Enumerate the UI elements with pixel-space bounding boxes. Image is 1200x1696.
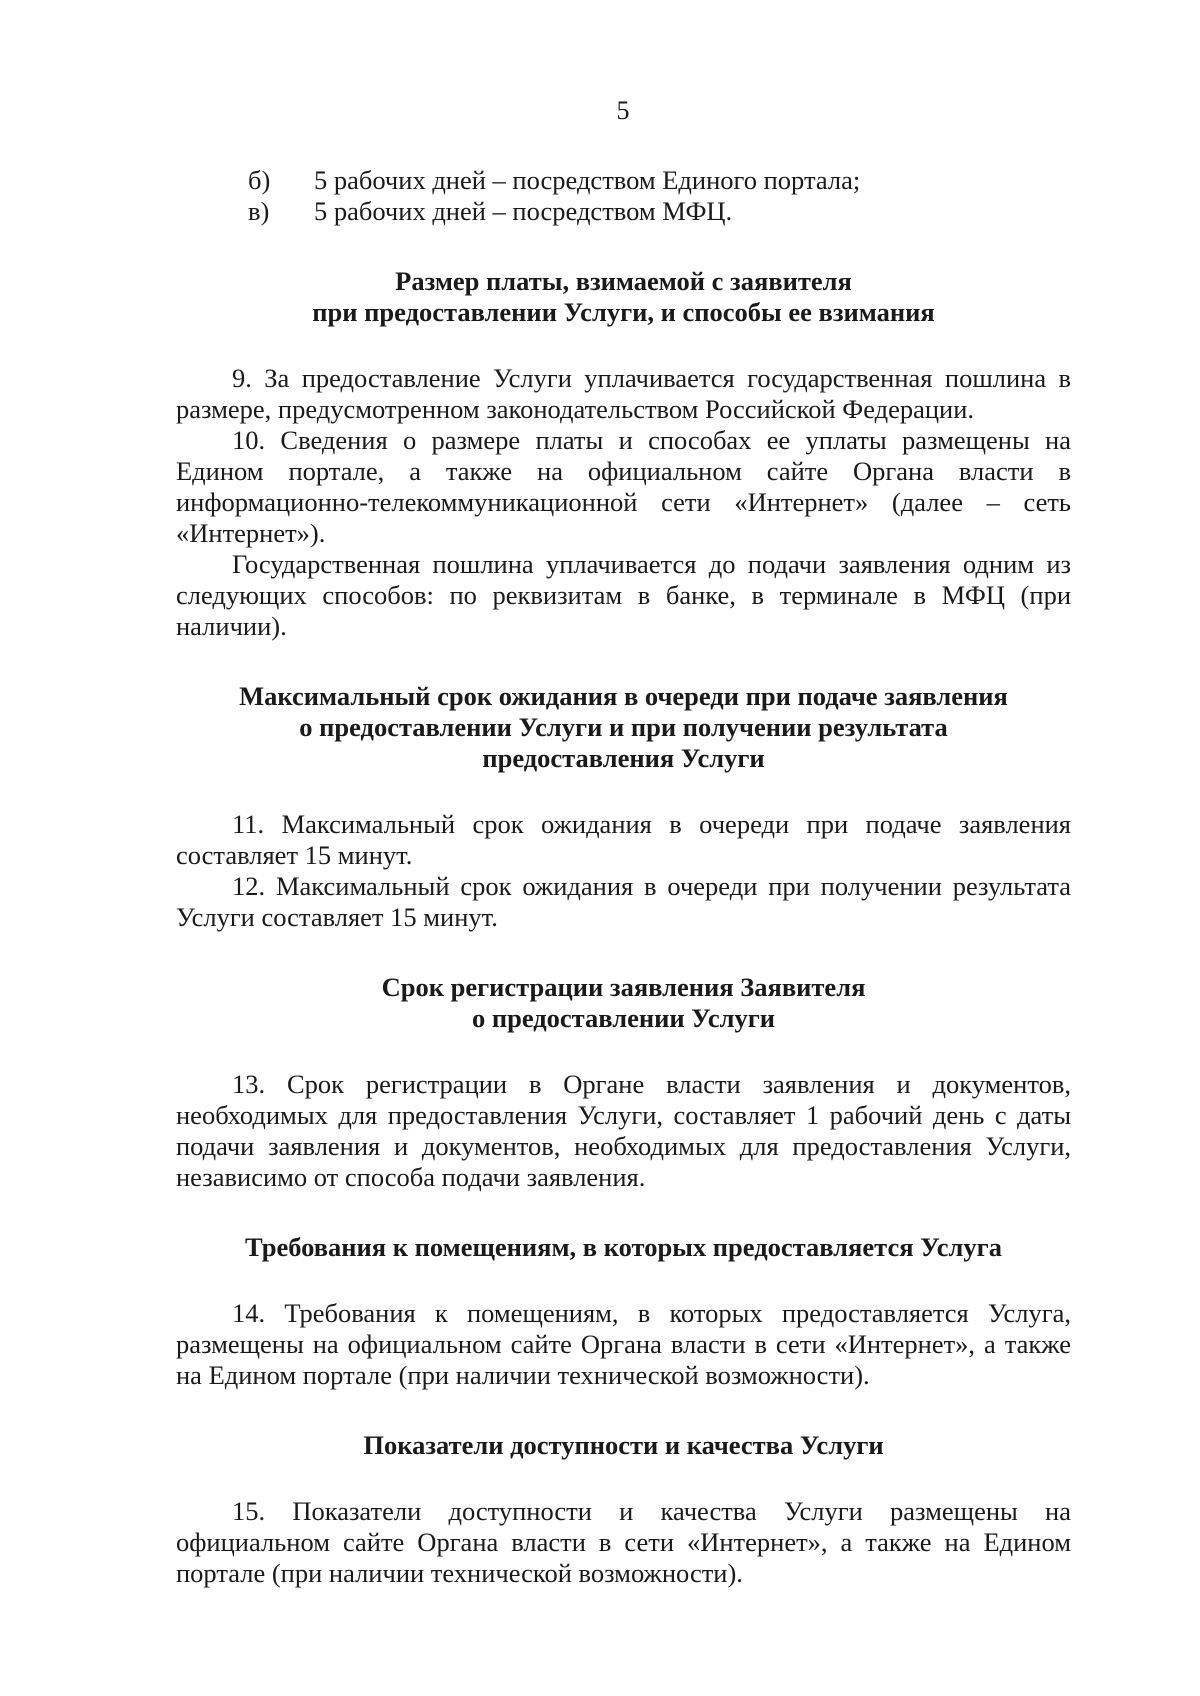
list-marker: в)	[248, 196, 270, 226]
section-heading	[176, 972, 1071, 1034]
list-marker: б)	[248, 165, 271, 195]
heading-line: предоставления Услуги	[482, 743, 765, 773]
document-body	[176, 165, 1071, 1589]
heading-line: при предоставлении Услуги, и способы ее взимания	[312, 297, 935, 327]
section-heading	[176, 681, 1071, 774]
heading-line: Показатели доступности и качества Услуги	[363, 1430, 884, 1460]
paragraph: 13. Срок регистрации в Органе власти заявления и документов, необходимых для предоставления Услуги, составляет 1 рабочий день с даты подачи заявления и документов, необходимых для предоставления Услуги, независимо от способа подачи заявления.	[176, 1069, 1071, 1192]
paragraph: 14. Требования к помещениям, в которых предоставляется Услуга, размещены на официальном сайте Органа власти в сети «Интернет», а также на Едином портале (при наличии технической возможности).	[176, 1298, 1071, 1390]
heading-line: Требования к помещениям, в которых предоставляется Услуга	[245, 1232, 1002, 1262]
heading-line: Максимальный срок ожидания в очереди при подаче заявления	[239, 681, 1008, 711]
section-heading	[176, 1232, 1071, 1263]
paragraph: 15. Показатели доступности и качества Услуги размещены на официальном сайте Органа власти в сети «Интернет», а также на Едином портале (при наличии технической возможности).	[176, 1496, 1071, 1588]
heading-line: о предоставлении Услуги и при получении результата	[299, 712, 948, 742]
section-heading	[176, 266, 1071, 328]
heading-line: Размер платы, взимаемой с заявителя	[395, 266, 852, 296]
list-text: 5 рабочих дней – посредством МФЦ.	[314, 196, 733, 226]
paragraph: Государственная пошлина уплачивается до подачи заявления одним из следующих способов: по реквизитам в банке, в терминале в МФЦ (при наличии).	[176, 549, 1071, 641]
heading-line: о предоставлении Услуги	[471, 1003, 776, 1033]
paragraph: 9. За предоставление Услуги уплачивается государственная пошлина в размере, предусмотренном законодательством Российской Федерации.	[176, 363, 1071, 424]
list-text: 5 рабочих дней – посредством Единого портала;	[314, 165, 861, 195]
section-heading	[176, 1430, 1071, 1461]
list-item	[176, 196, 1071, 227]
list-item	[176, 165, 1071, 196]
heading-line: Срок регистрации заявления Заявителя	[381, 972, 866, 1002]
paragraph: 12. Максимальный срок ожидания в очереди при получении результата Услуги составляет 15 минут.	[176, 871, 1071, 932]
paragraph: 11. Максимальный срок ожидания в очереди при подаче заявления составляет 15 минут.	[176, 809, 1071, 870]
page-number: 5	[616, 96, 630, 125]
paragraph: 10. Сведения о размере платы и способах ее уплаты размещены на Едином портале, а также на официальном сайте Органа власти в информационно-телекоммуникационной сети «Интернет» (далее – сеть «Интернет»).	[176, 425, 1071, 548]
